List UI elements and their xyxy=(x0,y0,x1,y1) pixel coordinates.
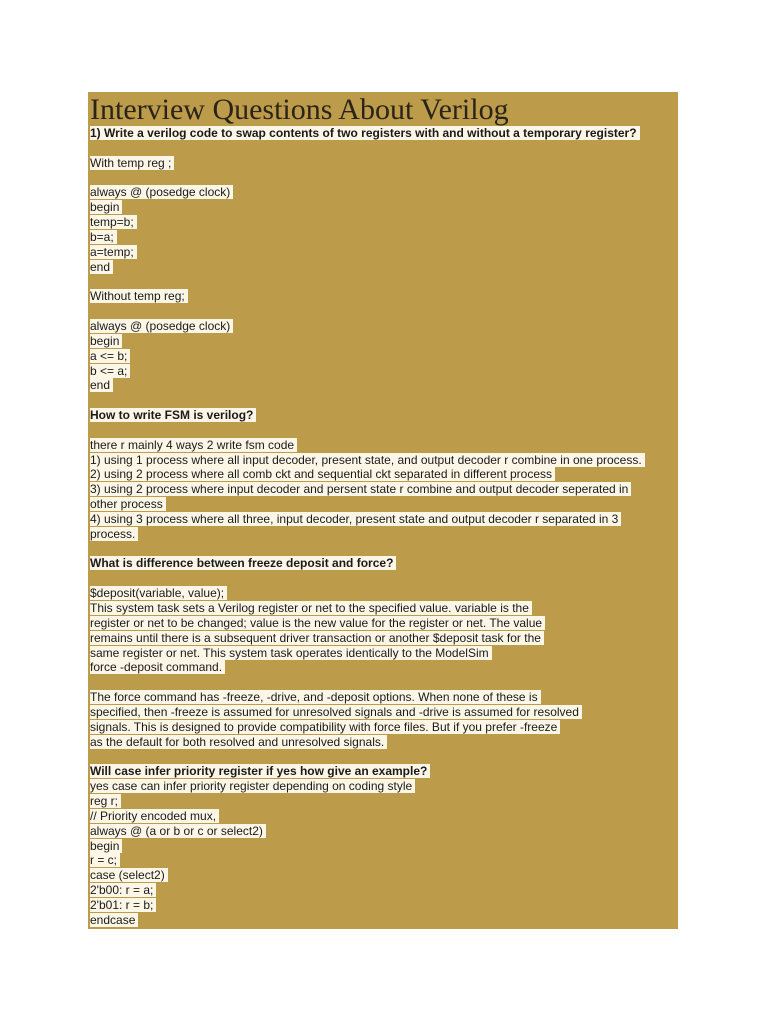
question-4-text: Will case infer priority register if yes how give an example? xyxy=(90,764,430,778)
code-line: a <= b; xyxy=(90,349,676,364)
with-temp-label: With temp reg ; xyxy=(90,156,676,171)
answer-line: 1) using 1 process where all input decoder, present state, and output decoder r combine in one process. xyxy=(90,453,676,468)
code-line: always @ (posedge clock) xyxy=(90,185,676,200)
answer-line: yes case can infer priority register depending on coding style xyxy=(90,779,676,794)
document-title: Interview Questions About Verilog xyxy=(90,93,509,126)
document-page xyxy=(88,92,678,929)
answer-line: This system task sets a Verilog register or net to the specified value. variable is the xyxy=(90,601,676,616)
answer-line: 3) using 2 process where input decoder and persent state r combine and output decoder seperated in xyxy=(90,482,676,497)
without-temp-label: Without temp reg; xyxy=(90,289,676,304)
code-line: b=a; xyxy=(90,230,676,245)
code-line: end xyxy=(90,378,676,393)
code-line: endcase xyxy=(90,913,676,928)
answer-line: remains until there is a subsequent driver transaction or another $deposit task for the xyxy=(90,631,676,646)
question-1 xyxy=(90,126,676,141)
code-line: temp=b; xyxy=(90,215,676,230)
force-paragraph xyxy=(90,690,676,749)
deposit-paragraph xyxy=(90,586,676,675)
answer-line: 4) using 3 process where all three, input decoder, present state and output decoder r separated in 3 xyxy=(90,512,676,527)
answer-line: as the default for both resolved and unresolved signals. xyxy=(90,735,676,750)
question-1-text: 1) Write a verilog code to swap contents of two registers with and without a temporary register? xyxy=(90,126,640,140)
code-line: always @ (a or b or c or select2) xyxy=(90,824,676,839)
answer-line: 2) using 2 process where all comb ckt and sequential ckt separated in different process xyxy=(90,467,676,482)
question-3 xyxy=(90,556,676,571)
code-line: begin xyxy=(90,334,676,349)
code-line: a=temp; xyxy=(90,245,676,260)
code-block-without-temp xyxy=(90,319,676,393)
priority-answer xyxy=(90,779,676,927)
answer-line: force -deposit command. xyxy=(90,660,676,675)
question-4 xyxy=(90,764,676,779)
code-line: reg r; xyxy=(90,794,676,809)
code-line: 2'b00: r = a; xyxy=(90,883,676,898)
code-line: begin xyxy=(90,839,676,854)
answer-line: specified, then -freeze is assumed for unresolved signals and -drive is assumed for resolved xyxy=(90,705,676,720)
question-3-text: What is difference between freeze deposit and force? xyxy=(90,556,396,570)
code-line: 2'b01: r = b; xyxy=(90,898,676,913)
code-line: end xyxy=(90,260,676,275)
code-line: begin xyxy=(90,200,676,215)
document-content xyxy=(90,94,676,928)
answer-line: there r mainly 4 ways 2 write fsm code xyxy=(90,438,676,453)
code-line: case (select2) xyxy=(90,868,676,883)
code-line: b <= a; xyxy=(90,364,676,379)
answer-line: other process xyxy=(90,497,676,512)
question-2 xyxy=(90,408,676,423)
answer-line: $deposit(variable, value); xyxy=(90,586,676,601)
code-line: r = c; xyxy=(90,853,676,868)
answer-line: The force command has -freeze, -drive, and -deposit options. When none of these is xyxy=(90,690,676,705)
answer-line: process. xyxy=(90,527,676,542)
answer-line: register or net to be changed; value is the new value for the register or net. The value xyxy=(90,616,676,631)
question-2-text: How to write FSM is verilog? xyxy=(90,408,256,422)
code-block-with-temp xyxy=(90,185,676,274)
code-line: always @ (posedge clock) xyxy=(90,319,676,334)
code-line: // Priority encoded mux, xyxy=(90,809,676,824)
answer-line: signals. This is designed to provide compatibility with force files. But if you prefer -freeze xyxy=(90,720,676,735)
answer-line: same register or net. This system task operates identically to the ModelSim xyxy=(90,646,676,661)
fsm-answer xyxy=(90,438,676,542)
